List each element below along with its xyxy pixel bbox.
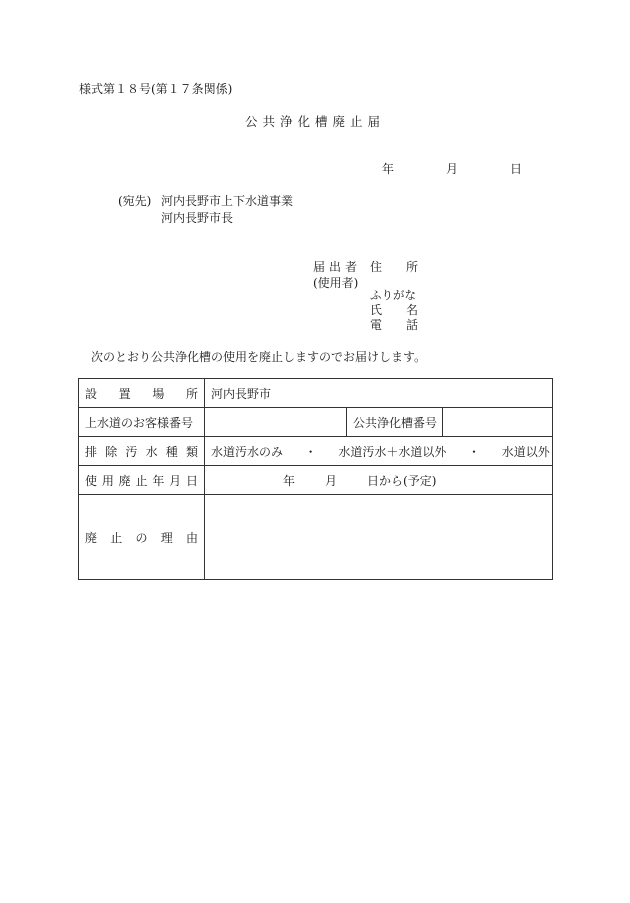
document-title: 公共浄化槽廃止届 [244, 114, 385, 129]
table-row-reason [79, 495, 553, 580]
table-row-wastewater-type [79, 437, 553, 466]
customer-number-value[interactable] [205, 408, 347, 437]
furigana-label: ふりがな [370, 288, 416, 302]
location-label-cell [79, 379, 205, 408]
date-day-label: 日 [509, 162, 522, 176]
location-value[interactable]: 河内長野市 [205, 379, 553, 408]
date-line [382, 160, 522, 177]
wastewater-option-water-only[interactable]: 水道汚水のみ [211, 444, 284, 459]
wastewater-separator-2: ・ [468, 444, 481, 459]
name-label: 氏 名 [370, 303, 418, 317]
user-label: (使用者) [313, 276, 359, 290]
discontinuation-day-label: 日から(予定) [367, 473, 437, 488]
wastewater-label: 排 除 汚 水 種 類 [85, 444, 198, 459]
discontinuation-date-value[interactable] [205, 466, 553, 495]
address-label: 住 所 [370, 260, 418, 274]
date-label-cell [79, 466, 205, 495]
reason-label: 廃 止 の 理 由 [85, 530, 198, 545]
wastewater-options [205, 437, 553, 466]
septic-number-label: 公共浄化槽番号 [347, 408, 443, 437]
septic-number-value[interactable] [443, 408, 553, 437]
notifier-label: 届出者 [313, 260, 362, 274]
customer-number-label: 上水道のお客様番号 [79, 408, 205, 437]
date-year-label: 年 [381, 162, 394, 176]
table-row-location [79, 379, 553, 408]
statement-text: 次のとおり公共浄化槽の使用を廃止しますのでお届けします。 [91, 350, 427, 364]
discontinuation-year-label: 年 [283, 473, 296, 488]
table-row-customer-number [79, 408, 553, 437]
form-number: 様式第１８号(第１７条関係) [79, 82, 233, 96]
date-month-label: 月 [445, 162, 458, 176]
notification-table [78, 378, 553, 580]
discontinuation-date-label: 使 用 廃 止 年 月 日 [85, 473, 198, 488]
wastewater-option-other-only[interactable]: 水道以外 [501, 444, 550, 459]
wastewater-label-cell [79, 437, 205, 466]
addressee-line-2: 河内長野市長 [161, 211, 234, 225]
reason-label-cell [79, 495, 205, 580]
wastewater-option-water-plus-other[interactable]: 水道汚水＋水道以外 [338, 444, 447, 459]
addressee-line-1: 河内長野市上下水道事業 [161, 194, 294, 208]
table-row-discontinuation-date [79, 466, 553, 495]
addressee-label: (宛先) [118, 194, 152, 208]
reason-value[interactable] [205, 495, 553, 580]
phone-label: 電 話 [370, 318, 418, 332]
location-label: 設 置 場 所 [85, 386, 198, 401]
discontinuation-month-label: 月 [325, 473, 338, 488]
wastewater-separator-1: ・ [304, 444, 317, 459]
